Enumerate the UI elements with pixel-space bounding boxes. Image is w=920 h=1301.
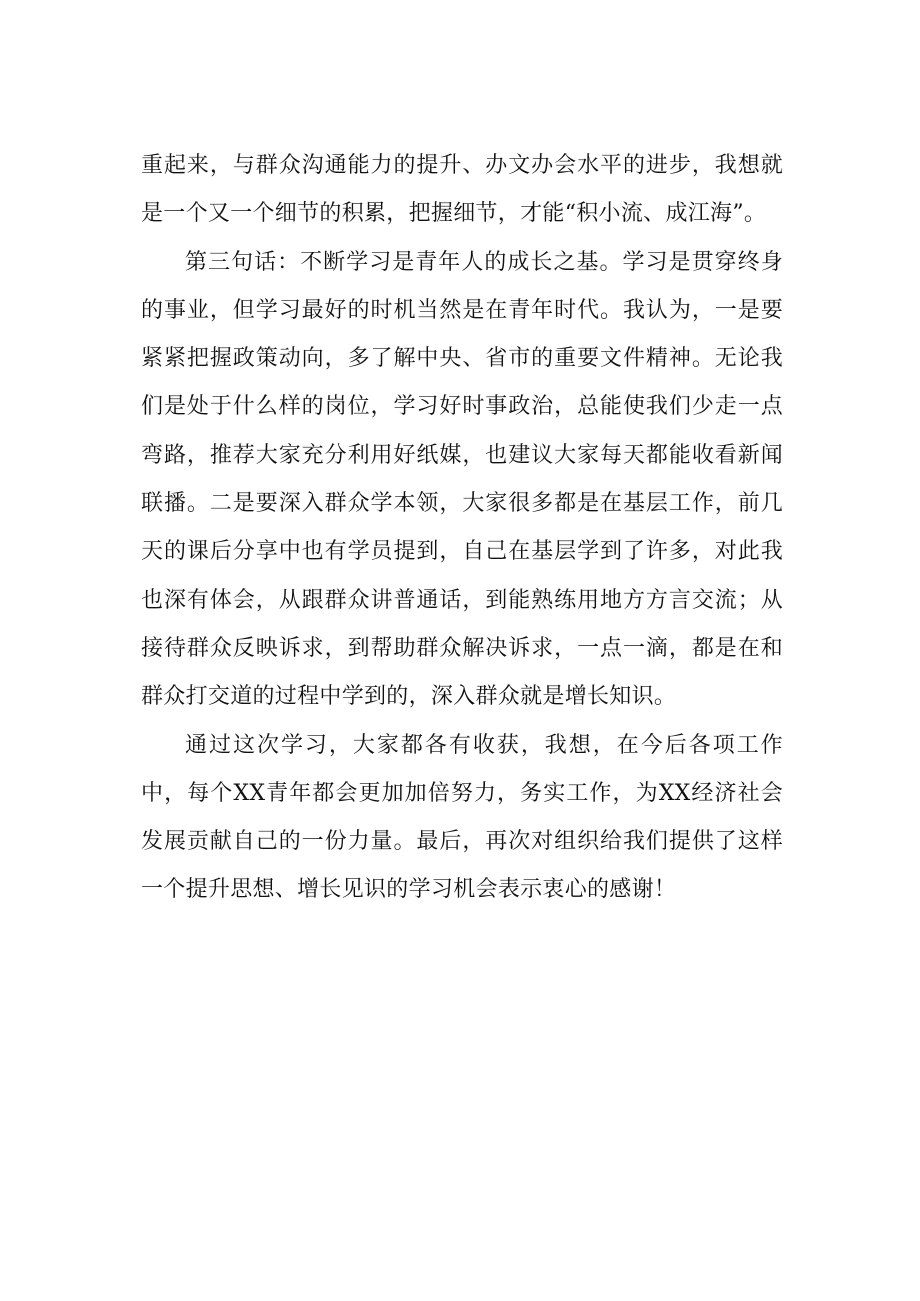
document-body	[141, 142, 783, 915]
paragraph-closing: 通过这次学习，大家都各有收获，我想，在今后各项工作中，每个XX青年都会更加加倍努力，务实工作，为XX经济社会发展贡献自己的一份力量。最后，再次对组织给我们提供了这样一个提升思想、增长见识的学习机会表示衷心的感谢！	[141, 732, 783, 903]
paragraph-continuation: 重起来，与群众沟通能力的提升、办文办会水平的进步，我想就是一个又一个细节的积累，把握细节，才能“积小流、成江海”。	[141, 153, 783, 227]
paragraph-third-point: 第三句话：不断学习是青年人的成长之基。学习是贯穿终身的事业，但学习最好的时机当然是在青年时代。我认为，一是要紧紧把握政策动向，多了解中央、省市的重要文件精神。无论我们是处于什么样的岗位，学习好时事政治，总能使我们少走一点弯路，推荐大家充分利用好纸媒，也建议大家每天都能收看新闻联播。二是要深入群众学本领，大家很多都是在基层工作，前几天的课后分享中也有学员提到，自己在基层学到了许多，对此我也深有体会，从跟群众讲普通话，到能熟练用地方方言交流；从接待群众反映诉求，到帮助群众解决诉求，一点一滴，都是在和群众打交道的过程中学到的，深入群众就是增长知识。	[141, 249, 783, 710]
